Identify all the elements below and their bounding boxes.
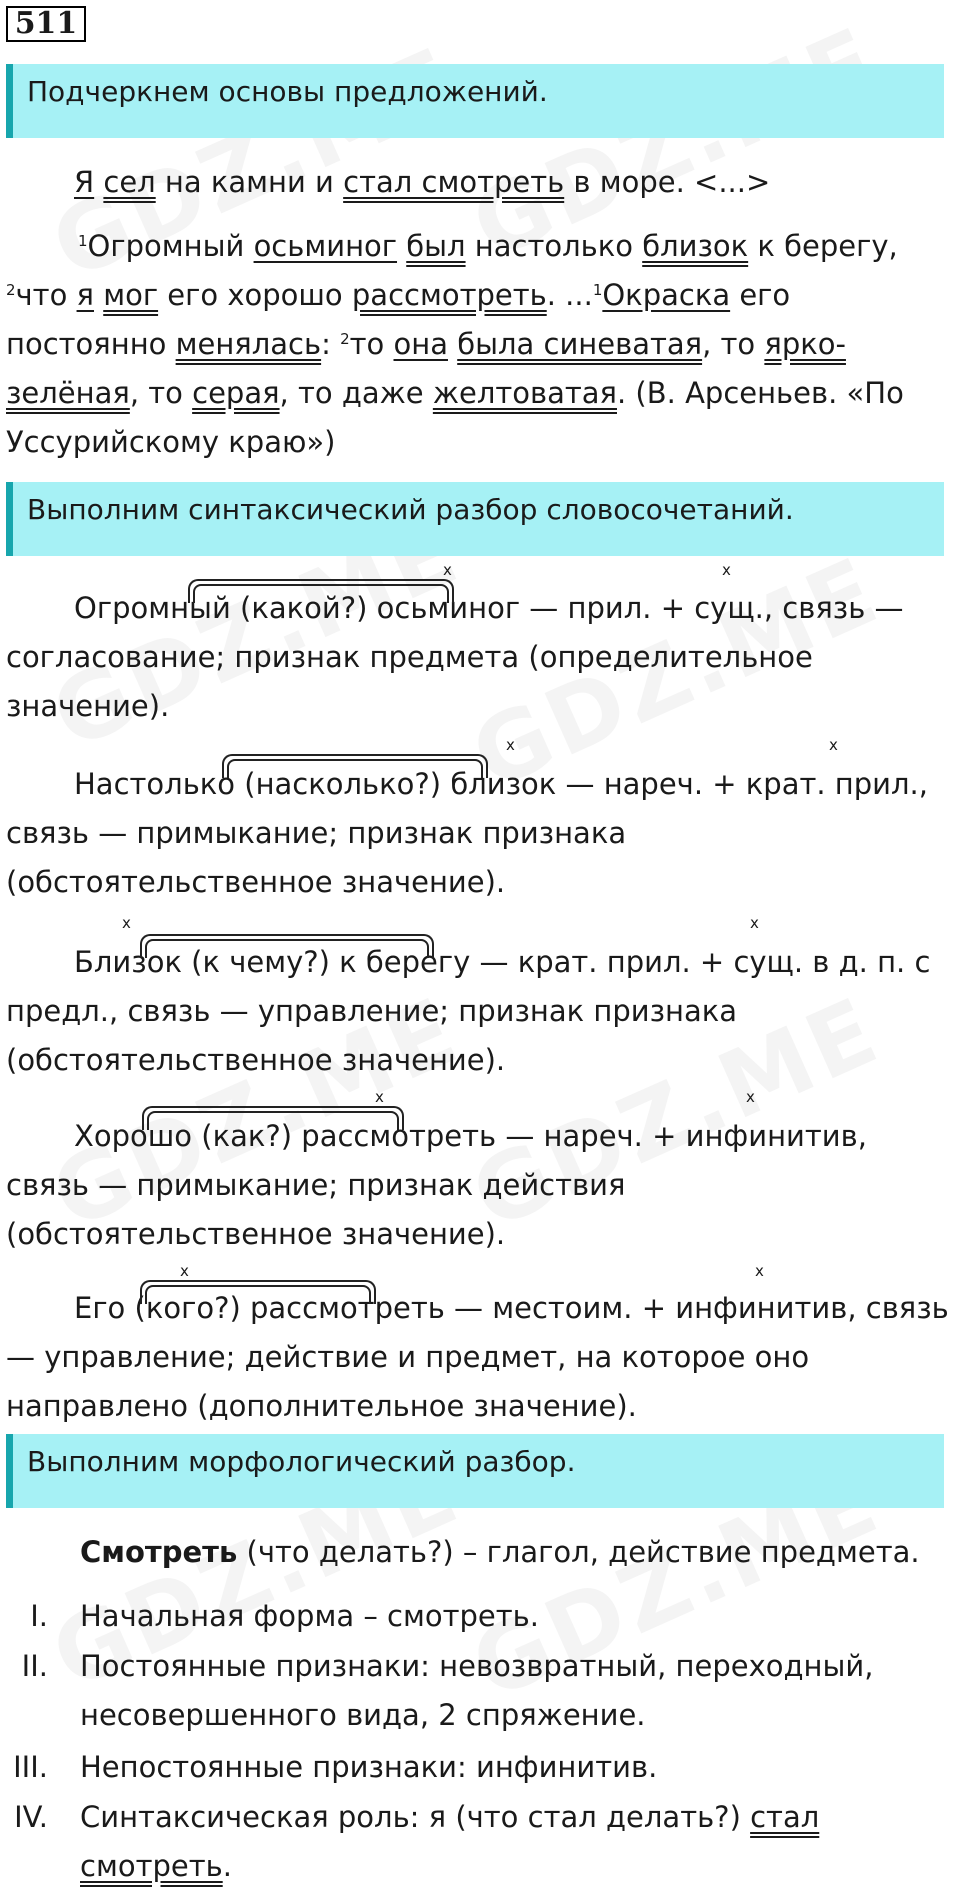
phrase-2: Настолько (насколько?) близок — нареч. + крат. прил., связь — примыкание; признак признака (обстоятельственное значение). xyxy=(6,767,928,899)
main-word-mark: x xyxy=(829,736,838,754)
main-word-mark: x xyxy=(755,1262,764,1280)
phrase-link-arc xyxy=(222,754,488,778)
sentence-2: $^1$Огромный осьминог был настолько близок к берегу, $^2$что я мог его хорошо рассмотреть. ...$^1$Окраска его постоянно менялась: $^2$то она была синеватая, то ярко-зелёная, то серая, то даже желтоватая. (В. Арсеньев. «По Уссурийскому краю») xyxy=(6,229,904,459)
phrase-link-arc xyxy=(142,1106,404,1130)
main-word-mark: x xyxy=(122,914,131,932)
phrase-5: Его (кого?) рассмотреть — местоим. + инфинитив, связь — управление; действие и предмет, на которое оно направлено (дополнительное значение). xyxy=(6,1291,949,1423)
main-word-mark: x xyxy=(746,1088,755,1106)
exercise-number: 511 xyxy=(6,6,86,42)
main-word-mark: x xyxy=(375,1088,384,1106)
phrase-4: Хорошо (как?) рассмотреть — нареч. + инфинитив, связь — примыкание; признак действия (обстоятельственное значение). xyxy=(6,1119,867,1251)
predicate: сел xyxy=(103,165,156,199)
morph-word: Смотреть xyxy=(80,1535,238,1569)
main-word-mark: x xyxy=(750,914,759,932)
main-word-mark: x xyxy=(180,1262,189,1280)
section-header-phrases: Выполним синтаксический разбор словосочетаний. xyxy=(6,482,944,556)
section-header-grammar-base: Подчеркнем основы предложений. xyxy=(6,64,944,138)
phrase-1: Огромный (какой?) осьминог — прил. + сущ., связь — согласование; признак предмета (определительное значение). xyxy=(6,591,904,723)
subject: Я xyxy=(74,165,95,199)
main-word-mark: x xyxy=(443,561,452,579)
morph-intro: Смотреть (что делать?) – глагол, действие предмета. xyxy=(80,1535,920,1569)
phrase-3: Близок (к чему?) к берегу — крат. прил. + сущ. в д. п. с предл., связь — управление; признак признака (обстоятельственное значение). xyxy=(6,945,931,1077)
main-word-mark: x xyxy=(722,561,731,579)
phrase-link-arc xyxy=(188,579,454,603)
morph-item-2: II. Постоянные признаки: невозвратный, переходный, несовершенного вида, 2 спряжение. xyxy=(21,1649,874,1732)
phrase-link-arc xyxy=(140,934,434,958)
section-header-morphology: Выполним морфологический разбор. xyxy=(6,1434,944,1508)
predicate: стал смотреть xyxy=(343,165,565,199)
phrase-link-arc xyxy=(140,1280,376,1304)
main-word-mark: x xyxy=(506,736,515,754)
sentence-1: Я сел на камни и стал смотреть в море. <...> xyxy=(74,165,771,199)
